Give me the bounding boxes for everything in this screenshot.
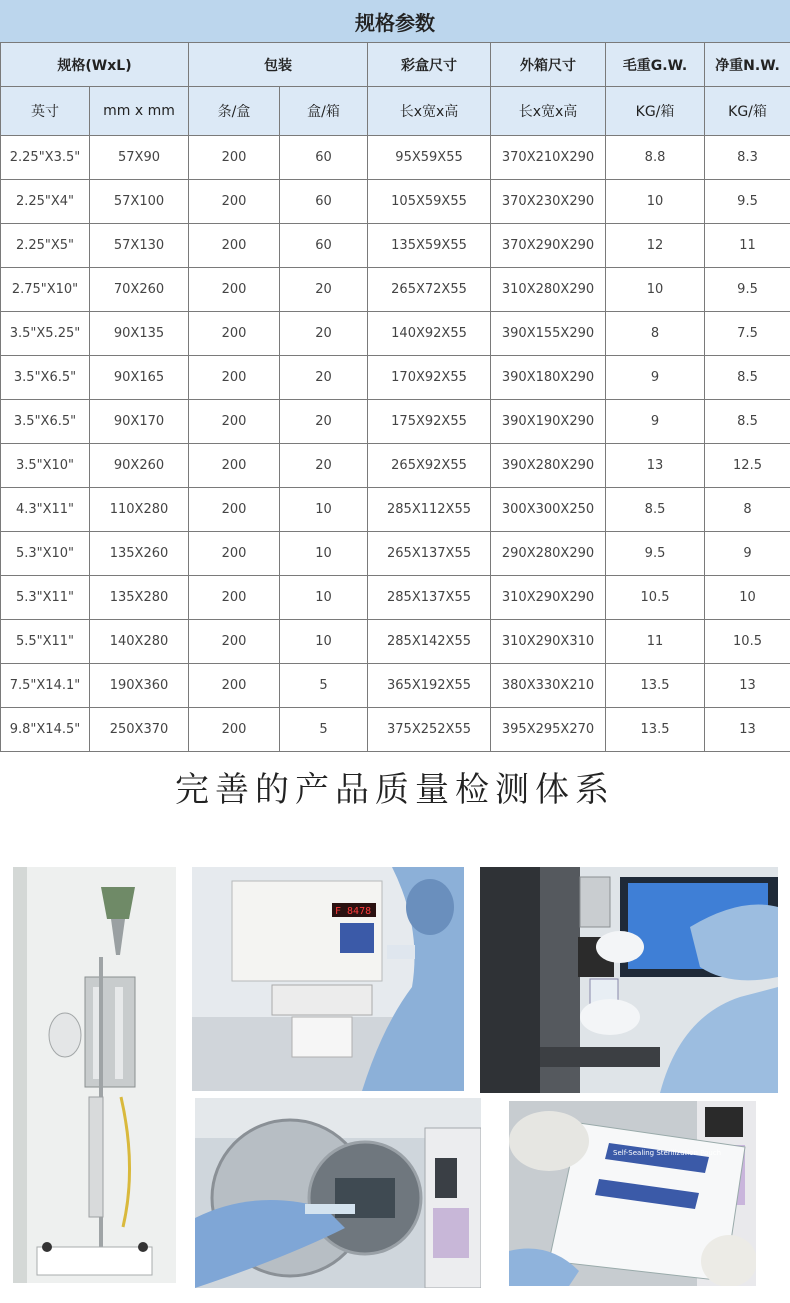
cell-mm: 90X170 [90,400,189,444]
cell-pcs-per-box: 200 [189,180,280,224]
section-title: 完善的产品质量检测体系 [175,770,615,810]
cell-box-per-carton: 20 [280,312,368,356]
cell-net-weight: 11 [705,224,790,268]
cell-inch: 7.5"X14.1" [1,664,90,708]
table-row [1,488,790,532]
photo-sterilization-pouch [509,1101,756,1286]
unit-carton-lwh: 长x宽x高 [491,87,606,136]
cell-net-weight: 9.5 [705,180,790,224]
unit-nw-kg: KG/箱 [705,87,790,136]
cell-box-size: 135X59X55 [368,224,491,268]
cell-net-weight: 13 [705,708,790,752]
cell-pcs-per-box: 200 [189,708,280,752]
cell-pcs-per-box: 200 [189,268,280,312]
unit-pcs-per-box: 条/盒 [189,87,280,136]
unit-box-per-carton: 盒/箱 [280,87,368,136]
cell-net-weight: 13 [705,664,790,708]
cell-net-weight: 8 [705,488,790,532]
table-row [1,180,790,224]
cell-mm: 110X280 [90,488,189,532]
cell-mm: 140X280 [90,620,189,664]
table-row [1,224,790,268]
cell-pcs-per-box: 200 [189,444,280,488]
cell-box-per-carton: 10 [280,488,368,532]
cell-mm: 57X90 [90,136,189,180]
cell-mm: 250X370 [90,708,189,752]
table-row [1,708,790,752]
cell-carton-size: 310X290X290 [491,576,606,620]
cell-net-weight: 8.5 [705,356,790,400]
tester-readout: F 8478 [335,906,372,917]
cell-mm: 135X260 [90,532,189,576]
unit-box-lwh: 长x宽x高 [368,87,491,136]
cell-pcs-per-box: 200 [189,312,280,356]
cell-carton-size: 390X280X290 [491,444,606,488]
header-row-group [1,43,790,87]
cell-gross-weight: 8.5 [606,488,705,532]
cell-box-size: 285X142X55 [368,620,491,664]
cell-mm: 90X135 [90,312,189,356]
cell-mm: 57X100 [90,180,189,224]
cell-inch: 4.3"X11" [1,488,90,532]
spec-title: 规格参数 [0,0,790,42]
cell-pcs-per-box: 200 [189,136,280,180]
header-carton-size: 外箱尺寸 [491,43,606,87]
cell-mm: 135X280 [90,576,189,620]
cell-inch: 3.5"X10" [1,444,90,488]
cell-carton-size: 380X330X210 [491,664,606,708]
cell-net-weight: 10 [705,576,790,620]
cell-net-weight: 7.5 [705,312,790,356]
cell-pcs-per-box: 200 [189,576,280,620]
cell-box-size: 105X59X55 [368,180,491,224]
cell-box-size: 365X192X55 [368,664,491,708]
photo-digital-tester [192,867,464,1091]
cell-pcs-per-box: 200 [189,400,280,444]
cell-net-weight: 8.3 [705,136,790,180]
header-net-weight: 净重N.W. [705,43,790,87]
cell-carton-size: 390X155X290 [491,312,606,356]
cell-box-per-carton: 60 [280,136,368,180]
cell-box-per-carton: 60 [280,224,368,268]
table-row [1,400,790,444]
unit-mm: mm x mm [90,87,189,136]
cell-carton-size: 370X290X290 [491,224,606,268]
cell-net-weight: 9.5 [705,268,790,312]
cell-box-per-carton: 5 [280,664,368,708]
cell-pcs-per-box: 200 [189,664,280,708]
cell-box-per-carton: 5 [280,708,368,752]
cell-carton-size: 395X295X270 [491,708,606,752]
spec-body [1,136,790,752]
cell-gross-weight: 13.5 [606,708,705,752]
table-row [1,532,790,576]
cell-pcs-per-box: 200 [189,356,280,400]
cell-box-size: 175X92X55 [368,400,491,444]
cell-box-size: 265X137X55 [368,532,491,576]
cell-gross-weight: 13.5 [606,664,705,708]
cell-gross-weight: 9 [606,356,705,400]
cell-net-weight: 10.5 [705,620,790,664]
cell-mm: 190X360 [90,664,189,708]
cell-box-size: 285X112X55 [368,488,491,532]
cell-gross-weight: 12 [606,224,705,268]
cell-gross-weight: 8.8 [606,136,705,180]
cell-box-per-carton: 10 [280,532,368,576]
cell-net-weight: 12.5 [705,444,790,488]
header-size: 规格(WxL) [1,43,189,87]
cell-net-weight: 9 [705,532,790,576]
cell-inch: 3.5"X5.25" [1,312,90,356]
cell-pcs-per-box: 200 [189,532,280,576]
cell-mm: 90X260 [90,444,189,488]
unit-inch: 英寸 [1,87,90,136]
cell-net-weight: 8.5 [705,400,790,444]
photo-tensile-tester [480,867,778,1093]
permeability-tester-icon [13,867,176,1283]
tensile-tester-icon [480,867,778,1093]
cell-gross-weight: 9 [606,400,705,444]
cell-inch: 2.25"X4" [1,180,90,224]
cell-carton-size: 390X180X290 [491,356,606,400]
cell-carton-size: 370X210X290 [491,136,606,180]
cell-inch: 2.75"X10" [1,268,90,312]
cell-gross-weight: 9.5 [606,532,705,576]
sterilization-pouch-icon [509,1101,756,1286]
cell-mm: 70X260 [90,268,189,312]
cell-box-per-carton: 10 [280,576,368,620]
cell-gross-weight: 10 [606,180,705,224]
cell-carton-size: 310X290X310 [491,620,606,664]
cell-inch: 3.5"X6.5" [1,400,90,444]
cell-inch: 5.3"X11" [1,576,90,620]
cell-pcs-per-box: 200 [189,620,280,664]
table-row [1,268,790,312]
header-box-size: 彩盒尺寸 [368,43,491,87]
cell-box-per-carton: 20 [280,268,368,312]
cell-box-size: 170X92X55 [368,356,491,400]
cell-box-per-carton: 20 [280,400,368,444]
cell-box-size: 285X137X55 [368,576,491,620]
cell-box-per-carton: 20 [280,444,368,488]
cell-box-per-carton: 20 [280,356,368,400]
cell-box-size: 140X92X55 [368,312,491,356]
cell-carton-size: 390X190X290 [491,400,606,444]
cell-carton-size: 300X300X250 [491,488,606,532]
spec-table [0,42,790,752]
autoclave-icon [195,1098,481,1288]
cell-gross-weight: 11 [606,620,705,664]
table-row [1,356,790,400]
cell-inch: 5.3"X10" [1,532,90,576]
cell-box-per-carton: 10 [280,620,368,664]
pouch-label: Self-Sealing Sterilization Pouch [613,1149,722,1157]
table-row [1,136,790,180]
cell-inch: 5.5"X11" [1,620,90,664]
cell-gross-weight: 10.5 [606,576,705,620]
cell-gross-weight: 13 [606,444,705,488]
cell-pcs-per-box: 200 [189,488,280,532]
table-row [1,664,790,708]
header-row-units [1,87,790,136]
cell-inch: 2.25"X3.5" [1,136,90,180]
cell-box-per-carton: 60 [280,180,368,224]
unit-gw-kg: KG/箱 [606,87,705,136]
cell-box-size: 265X92X55 [368,444,491,488]
cell-mm: 90X165 [90,356,189,400]
cell-carton-size: 290X280X290 [491,532,606,576]
photo-permeability-tester [13,867,176,1283]
cell-carton-size: 370X230X290 [491,180,606,224]
cell-pcs-per-box: 200 [189,224,280,268]
header-gross-weight: 毛重G.W. [606,43,705,87]
cell-mm: 57X130 [90,224,189,268]
cell-carton-size: 310X280X290 [491,268,606,312]
cell-box-size: 265X72X55 [368,268,491,312]
digital-tester-icon [192,867,464,1091]
table-row [1,444,790,488]
cell-inch: 2.25"X5" [1,224,90,268]
cell-gross-weight: 8 [606,312,705,356]
cell-gross-weight: 10 [606,268,705,312]
cell-box-size: 95X59X55 [368,136,491,180]
cell-inch: 3.5"X6.5" [1,356,90,400]
table-row [1,312,790,356]
photo-autoclave [195,1098,481,1288]
header-packing: 包装 [189,43,368,87]
cell-box-size: 375X252X55 [368,708,491,752]
table-row [1,576,790,620]
cell-inch: 9.8"X14.5" [1,708,90,752]
table-row [1,620,790,664]
